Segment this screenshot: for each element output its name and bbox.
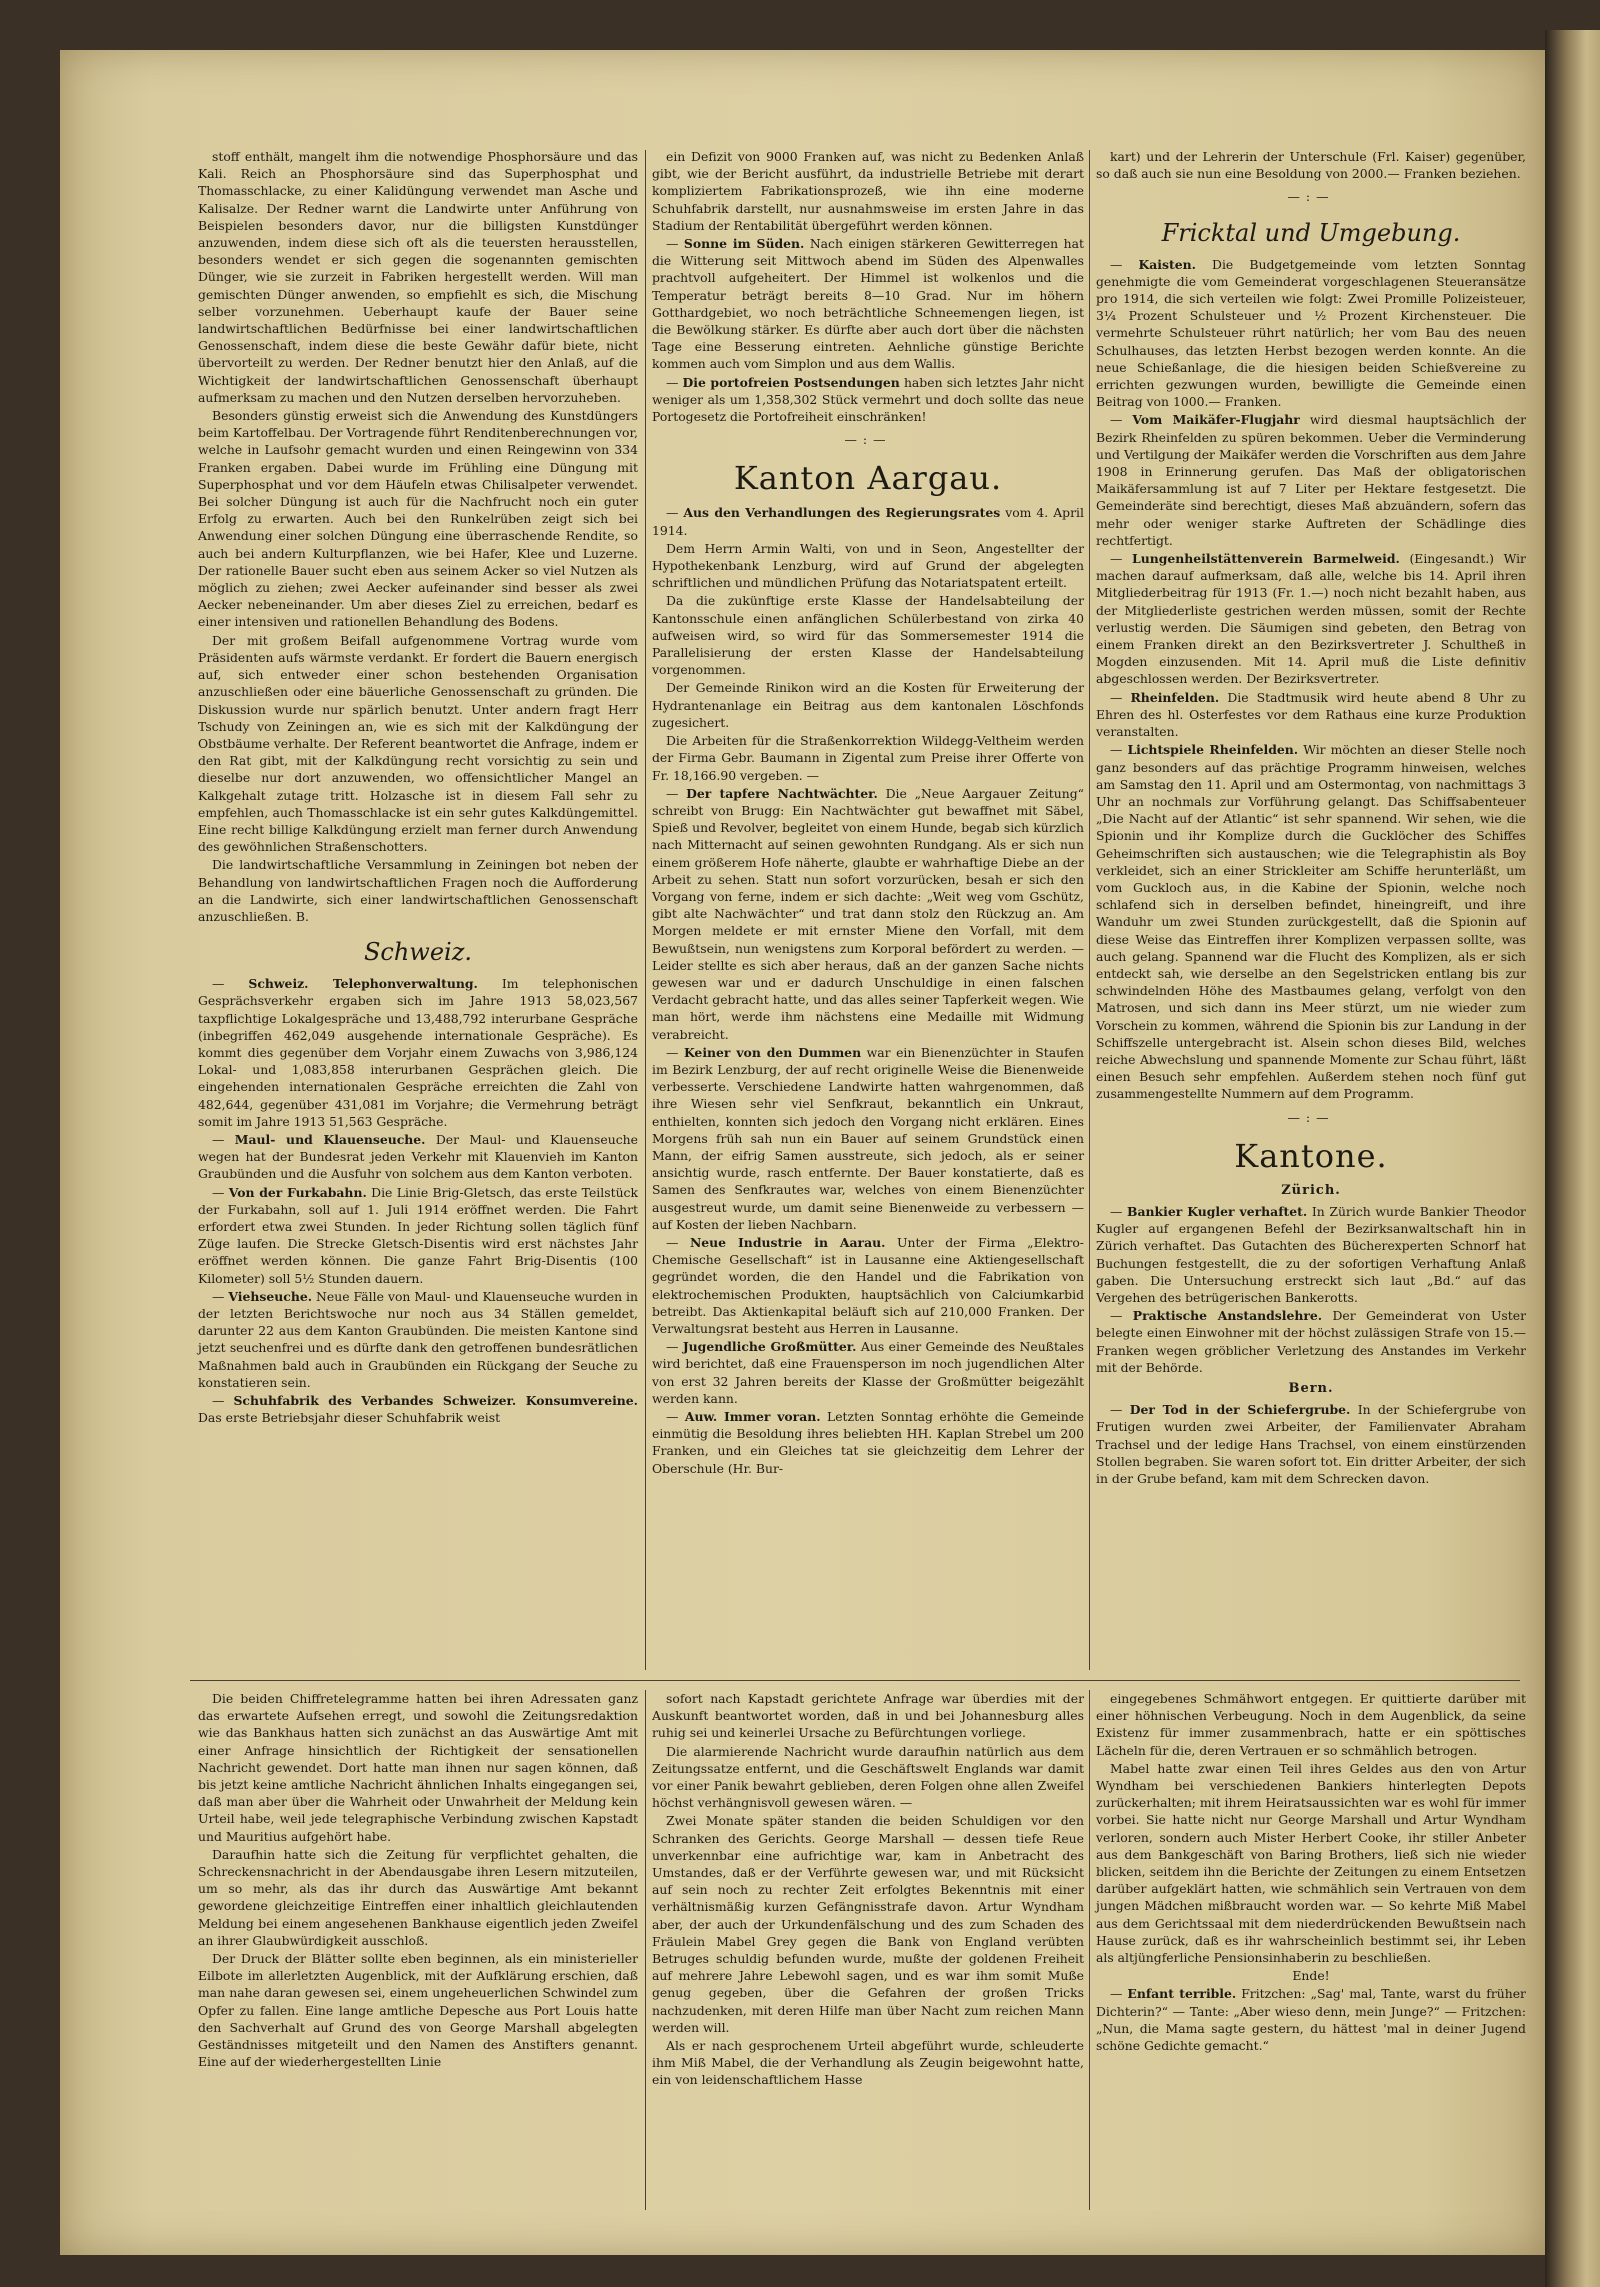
article-text: Fritzchen: „Sag' mal, Tante, warst du früher Dichterin?“ — Tante: „Aber wieso denn, mein Junge?“ — Fritzchen: „Nun, die Mama sagte gestern, du hättest 'mal in deiner Jugend schöne Gedichte gemacht.“ — [1096, 1986, 1526, 2054]
article-paragraph: — Der tapfere Nachtwächter. Die „Neue Aargauer Zeitung“ schreibt von Brugg: Ein Nachtwächter gut bewaffnet mit Säbel, Spieß und Revolver, begleitet von einem Hunde, begab sich kürzlich nach Mitternacht auf seinen gewohnten Rundgang. Als er sich nun einem größerem Hofe näherte, glaubte er wahrhaftige Diebe an der Arbeit zu sehen. Statt nun sofort vorzurücken, besah er sich den Vorgang von ferne, indem er sich dachte: „Weit weg vom Gschütz, gibt alte Nachwächter“ und trat dann stolz den Rückzug an. Am Morgen meldete er mit ernster Miene den Vorfall, mit dem Bewußtsein, nun wenigstens zum Korporal befördert zu werden. — Leider stellte es sich aber heraus, daß an der ganzen Sache nichts gewesen war und er dadurch Unschuldige in einen falschen Verdacht gebracht hatte, und das alles seiner Tapferkeit wegen. Wie man hört, werde ihm nächstens eine Medaille mit Widmung verabreicht. — [652, 785, 1084, 1042]
article-paragraph: — Maul- und Klauenseuche. Der Maul- und Klauenseuche wegen hat der Bundesrat jeden Verkehr mit Klauenvieh im Kanton Graubünden und die Ausfuhr von solchem aus dem Kanton verboten. — [198, 1131, 638, 1182]
article-paragraph: — Lungenheilstättenverein Barmelweid. (Eingesandt.) Wir machen darauf aufmerksam, daß alle, welche bis 14. April ihren Mitgliederbeitrag für 1913 (Fr. 1.—) noch nicht bezahlt haben, aus der Mitgliederliste gestrichen werden müssen, somit der Rechte verlustig werden. Die Säumigen sind gebeten, den Betrag von einem Franken direkt an den Bezirksvertreter J. Schultheß in Mogden einzusenden. Mit 14. April muß die Liste definitiv abgeschlossen werden. Der Bezirksvertreter. — [1096, 551, 1526, 687]
article-keyword: Die portofreien Postsendungen — [682, 374, 900, 390]
article-text: In der Schiefergrube von Frutigen wurden zwei Arbeiter, der Familienvater Abraham Trachsel und der ledige Hans Trachsel, von einem einstürzenden Stollen begraben. Sie waren sofort tot. Ein dritter Arbeiter, der sich in der Grube befand, kam mit dem Schrecken davon. — [1096, 1402, 1526, 1487]
article-paragraph — [198, 856, 638, 925]
article-text: ein Defizit von 9000 Franken auf, was nicht zu Bedenken Anlaß gibt, wie der Bericht ausführt, da industrielle Betriebe mit derart kompliziertem Fabrikationsprozeß, wie ihn eine moderne Schuhfabrik darstellt, nur ausnahmsweise im ersten Jahre in das Stadium der Rentabilität übergeführt werden können. — [652, 149, 1084, 233]
article-text: Nach einigen stärkeren Gewitterregen hat die Witterung seit Mittwoch abend im Süden des Alpenwalles prachtvoll aufgeheitert. Der Himmel ist wolkenlos und die Temperatur beträgt bereits 8—10 Grad. Nur im höhern Gotthardgebiet, wo noch beträchtliche Schneemengen liegen, ist die Bewölkung stärker. Es dürfte aber auch dort über die nächsten Tage eine Besserung eintreten. Aehnliche günstige Berichte kommen auch vom Simplon und aus dem Wallis. — [652, 236, 1084, 372]
article-text: Besonders günstig erweist sich die Anwendung des Kunstdüngers beim Kartoffelbau. Der Vortragende führt Renditenberechnungen vor, welche in Laufsohr gemacht wurden und einen Reingewinn von 334 Franken ergaben. Dabei wurde im Frühling eine Düngung mit Superphosphat und vor dem Häufeln etwas Chilisalpeter verwendet. Bei solcher Düngung ist auch für die Nachfrucht noch ein guter Erfolg zu erwarten. Auch bei den Runkelrüben zeigt sich bei Anwendung einer solchen Düngung eine überraschende Rendite, so auch bei andern Kulturpflanzen, wie bei Hafer, Klee und Luzerne. Der rationelle Bauer sucht eben aus seinem Acker so viel Nutzen als möglich zu ziehen; zwei Aecker aufeinander sind besser als zwei Aecker nebeneinander. Um aber dieses Ziel zu erreichen, bedarf es einer intensiven und rationellen Behandlung des Bodens. — [198, 408, 638, 630]
article-paragraph — [652, 679, 1084, 731]
subsection-zurich: Zürich. — [1281, 1182, 1341, 1198]
article-paragraph — [198, 1950, 638, 2070]
article-text: Zwei Monate später standen die beiden Schuldigen vor den Schranken des Gerichts. George Marshall — dessen tiefe Reue unverkennbar eine aufrichtige war, kam in Anbetracht des Umstandes, daß er der Verführte gewesen war, und mit Rücksicht auf sein noch zu rechter Zeit erfolgtes Bekenntnis mit einer verhältnismäßig kurzen Gefängnisstrafe davon. Artur Wyndham aber, der auch der Urkundenfälschung und des zum Schaden des Fräulein Mabel Grey gegen die Bank von England verübten Betruges schuldig befunden wurde, mußte der goldenen Freiheit auf mehrere Jahre Lebewohl sagen, und es war ihm somit Muße genug gegeben, über die Gefahren der großen Tricks nachzudenken, mit deren Hilfe man über Nacht zum reichen Mann werden will. — [652, 1813, 1084, 2035]
article-keyword: Lichtspiele Rheinfelden. — [1127, 742, 1299, 758]
article-text: Daraufhin hatte sich die Zeitung für verpflichtet gehalten, die Schreckensnachricht in der Abendausgabe ihren Lesern mitzuteilen, um so mehr, als das ihr durch das Auswärtige Amt bekannt gewordene gleichzeitige Eintreffen einer inhaltlich gleichlautenden Meldung bei einem angesehenen Bankhause eigentlich jeden Zweifel an ihrer Glaubwürdigkeit ausschloß. — [198, 1846, 638, 1948]
article-keyword: Viehseuche. — [228, 1288, 313, 1304]
article-keyword: Schuhfabrik des Verbandes Schweizer. Konsumvereine. — [233, 1393, 638, 1409]
article-text: Der mit großem Beifall aufgenommene Vortrag wurde vom Präsidenten aufs wärmste verdankt. Er fordert die Bauern energisch auf, sich entweder einer schon bestehenden Organisation anzuschließen oder eine bäuerliche Genossenschaft zu gründen. Die Diskussion wurde nur spärlich benutzt. Unter andern fragt Herr Tschudy von Zeiningen an, wie es sich mit der Kalkdüngung der Obstbäume verhalte. Der Referent beantwortet die Anfrage, indem er den Rat gibt, mit der Kalkdüngung recht vorsichtig zu sein und dieselbe nur dort anzuwenden, wo offensichtlicher Mangel an Kalkgehalt zutage tritt. Holzasche ist in diesem Fall sehr zu empfehlen, auch Thomasschlacke ist ein sehr gutes Kalkdüngemittel. Eine recht billige Kalkdüngung erzielt man ferner durch Anwendung des gewöhnlichen Straßenschotters. — [198, 632, 638, 855]
article-keyword: Von der Furkabahn. — [228, 1184, 367, 1200]
column-3 — [1096, 148, 1526, 1488]
article-text: Der Maul- und Klauenseuche wegen hat der Bundesrat jeden Verkehr mit Klauenvieh im Kanton Graubünden und die Ausfuhr von solchem aus dem Kanton verboten. — [198, 1131, 638, 1182]
article-text: Die „Neue Aargauer Zeitung“ schreibt von Brugg: Ein Nachtwächter gut bewaffnet mit Säbel, Spieß und Revolver, begleitet von einem Hunde, begab sich kürzlich nach Mitternacht auf seinen gewohnten Rundgang. Als er sich nun einem größerem Hofe näherte, glaubte er wahrhaftige Diebe an der Arbeit zu sehen. Statt nun sofort vorzurücken, besah er sich den Vorgang von ferne, indem er sich dachte: „Weit weg vom Gschütz, gibt alte Nachwächter“ und trat dann stolz den Rückzug an. Am Morgen meldete er mit ernster Miene den Vorfall, mit dem Bewußtsein, nun wenigstens zum Korporal befördert zu werden. — Leider stellte es sich aber heraus, daß an der ganzen Sache nichts gewesen war und er dadurch Unschuldige in einen falschen Verdacht gebracht hatte, und das alles seiner Tapferkeit wegen. Wie man hört, werde ihm nächstens eine Medaille mit Widmung verabreicht. — [652, 785, 1084, 1042]
article-paragraph — [1096, 1967, 1526, 1984]
article-paragraph: — Bankier Kugler verhaftet. In Zürich wurde Bankier Theodor Kugler auf ergangenen Befehl der Bezirksanwaltschaft hin in Zürich verhaftet. Das Gutachten des Bücherexperten Schnorf hat Buchungen festgestellt, die zu der sofortigen Verhaftung Anlaß gaben. Die Untersuchung erstreckt sich laut „Bd.“ auf das Vergehen des betrügerischen Bankerotts. — [1096, 1203, 1526, 1305]
article-paragraph — [198, 148, 638, 406]
article-paragraph: — Von der Furkabahn. Die Linie Brig-Gletsch, das erste Teilstück der Furkabahn, soll auf 1. Juli 1914 eröffnet werden. Die Fahrt erfordert etwa zwei Stunden. In jeder Richtung sollen täglich fünf Züge laufen. Die Strecke Gletsch-Disentis wird erst nächstes Jahr eröffnet werden können. Die ganze Fahrt Brig-Disentis (100 Kilometer) soll 5½ Stunden dauern. — [198, 1184, 638, 1286]
article-paragraph — [652, 2037, 1084, 2089]
article-text: Die Arbeiten für die Straßenkorrektion Wildegg-Veltheim werden der Firma Gebr. Baumann in Zigental zum Preise ihrer Offerte von Fr. 18,166.90 vergeben. — — [652, 733, 1084, 783]
article-paragraph: — Sonne im Süden. Nach einigen stärkeren Gewitterregen hat die Witterung seit Mittwoch abend im Süden des Alpenwalles prachtvoll aufgeheitert. Der Himmel ist wolkenlos und die Temperatur beträgt bereits 8—10 Grad. Nur im höhern Gotthardgebiet, wo noch beträchtliche Schneemengen liegen, ist die Bewölkung stärker. Es dürfte aber auch dort über die nächsten Tage eine Besserung eintreten. Aehnliche günstige Berichte kommen auch vom Simplon und aus dem Wallis. — [652, 236, 1084, 372]
article-text: Als er nach gesprochenem Urteil abgeführt wurde, schleuderte ihm Miß Mabel, die der Verhandlung als Zeugin beigewohnt hatte, ein von leidenschaftlichem Hasse — [652, 2038, 1084, 2088]
article-text: Der Gemeinderat von Uster belegte einen Einwohner mit der höchst zulässigen Strafe von 15.— Franken wegen gröblicher Verletzung des Anstandes im Verkehr mit der Behörde. — [1096, 1308, 1526, 1375]
article-paragraph: — Auw. Immer voran. Letzten Sonntag erhöhte die Gemeinde einmütig die Besoldung ihres beliebten HH. Kaplan Strebel um 200 Franken, und ein Gleiches tat sie gleichzeitig dem Lehrer der Oberschule (Hr. Bur- — [652, 1409, 1084, 1476]
article-text: stoff enthält, mangelt ihm die notwendige Phosphorsäure und das Kali. Reich an Phosphorsäure sind das Superphosphat und Thomasschlacke, zu einer Kalidüngung verwendet man Asche und Kalisalze. Der Redner warnt die Landwirte unter Anführung von Beispielen besonders davor, nur die billigsten Kunstdünger anzuwenden, indem diese sich oft als die teuersten herausstellen, besonders wendet er sich gegen die sogenannten gemischten Dünger, wie sie zurzeit in Fabriken hergestellt werden. Will man gemischten Dünger anwenden, so empfiehlt es sich, die Mischung selber vorzunehmen. Ueberhaupt kaufe der Bauer seine landwirtschaftlichen Bedürfnisse bei einer landwirtschaftlichen Genossenschaft, indem diese die beste Gewähr dafür biete, nicht übervorteilt zu werden. Der Redner benutzt hier den Anlaß, auf die Wichtigkeit der landwirtschaftlichen Genossenschaft überhaupt aufmerksam zu machen und den Nutzen derselben hervorzuheben. — [198, 149, 638, 405]
feuilleton-column-2 — [652, 1690, 1084, 2090]
article-paragraph — [1096, 1690, 1526, 1759]
article-text: (Eingesandt.) Wir machen darauf aufmerksam, daß alle, welche bis 14. April ihren Mitgliederbeitrag für 1913 (Fr. 1.—) noch nicht bezahlt haben, aus der Mitgliederliste gestrichen werden müssen, somit der Rechte verlustig werden. Die Säumigen sind gebeten, den Betrag von einem Franken direkt an den Bezirksvertreter J. Schultheß in Mogden einzusenden. Mit 14. April muß die Liste definitiv abgeschlossen werden. Der Bezirksvertreter. — [1096, 551, 1526, 687]
article-paragraph: — Praktische Anstandslehre. Der Gemeinderat von Uster belegte einen Einwohner mit der höchst zulässigen Strafe von 15.— Franken wegen gröblicher Verletzung des Anstandes im Verkehr mit der Behörde. — [1096, 1308, 1526, 1375]
article-text: Der Gemeinde Rinikon wird an die Kosten für Erweiterung der Hydrantenanlage ein Beitrag aus dem kantonalen Löschfonds zugesichert. — [652, 680, 1084, 730]
article-paragraph — [652, 1690, 1084, 1742]
section-title-schweiz: Schweiz. — [363, 938, 473, 967]
column-rule — [645, 1690, 646, 2210]
article-text: In Zürich wurde Bankier Theodor Kugler auf ergangenen Befehl der Bezirksanwaltschaft hin in Zürich verhaftet. Das Gutachten des Bücherexperten Schnorf hat Buchungen festgestellt, die zu der sofortigen Verhaftung Anlaß gaben. Die Untersuchung erstreckt sich laut „Bd.“ auf das Vergehen des betrügerischen Bankerotts. — [1096, 1203, 1526, 1305]
section-title-kantone: Kantone. — [1234, 1136, 1388, 1175]
article-keyword: Der Tod in der Schiefergrube. — [1129, 1402, 1351, 1418]
article-paragraph — [652, 148, 1084, 234]
section-title-aargau: Kanton Aargau. — [733, 459, 1003, 498]
article-text: Mabel hatte zwar einen Teil ihres Geldes aus den von Artur Wyndham bei verschiedenen Bankiers hinterlegten Depots zurückerhalten; mit ihrem Heiratsaussichten war es wohl für immer vorbei. Sie hatte nicht nur George Marshall und Artur Wyndham verloren, sondern auch Mister Herbert Cooke, ihr stiller Anbeter aus dem Bankgeschäft von Baring Brothers, ließ sich nie wieder blicken, seitdem ihn die Berichte der Zeitungen zu einem Entsetzen darüber aufgeklärt hatten, wie schmählich sein Vertrauen von dem jungen Mädchen mißbraucht worden war. — So kehrte Miß Mabel aus dem Gerichtssaal mit dem niederdrückenden Bewußtsein nach Hause zurück, daß es ihr wahrscheinlich bestimmt sei, ihr Leben als altjüngferliche Pensionsinhaberin zu beschließen. — [1096, 1760, 1526, 1966]
article-keyword: Aus den Verhandlungen des Regierungsrates — [683, 505, 1001, 521]
article-keyword: Maul- und Klauenseuche. — [234, 1131, 426, 1147]
article-paragraph: — Rheinfelden. Die Stadtmusik wird heute abend 8 Uhr zu Ehren des hl. Osterfestes vor dem Rathaus eine kurze Produktion veranstalten. — [1096, 689, 1526, 740]
separator: —:— — [1287, 1109, 1335, 1125]
article-paragraph: — Der Tod in der Schiefergrube. In der Schiefergrube von Frutigen wurden zwei Arbeiter, der Familienvater Abraham Trachsel und der ledige Hans Trachsel, von einem einstürzenden Stollen begraben. Sie waren sofort tot. Ein dritter Arbeiter, der sich in der Grube befand, kam mit dem Schrecken davon. — [1096, 1402, 1526, 1487]
article-keyword: Der tapfere Nachtwächter. — [686, 785, 878, 801]
article-text: Da die zukünftige erste Klasse der Handelsabteilung der Kantonsschule einen anfänglichen Schülerbestand von zirka 40 aufweisen wird, so wird für das Sommersemester 1914 die Parallelisierung der ersten Klasse der Handelsabteilung vorgenommen. — [652, 593, 1084, 678]
article-text: Die beiden Chiffretelegramme hatten bei ihren Adressaten ganz das erwartete Aufsehen erregt, und sowohl die Zeitungsredaktion wie das Bankhaus hatten sich zunächst an das Auswärtige Amt mit einer Anfrage hinsichtlich der Richtigkeit der sensationellen Nachricht gewendet. Dort hatte man ihnen nur sagen können, daß bis jetzt keine amtliche Nachricht ähnlichen Inhalts eingegangen sei, daß man aber über die Wahrheit oder Unwahrheit der Meldung kein Urteil habe, weil jede telegraphische Verbindung zwischen Kapstadt und Mauritius aufgehört habe. — [198, 1691, 638, 1844]
article-keyword: Schweiz. Telephonverwaltung. — [248, 976, 478, 992]
article-keyword: Neue Industrie in Aarau. — [689, 1234, 886, 1250]
article-text: Die Budgetgemeinde vom letzten Sonntag genehmigte die vom Gemeinderat vorgeschlagenen Steueransätze pro 1914, die sich verteilen wie folgt: Zwei Promille Polizeisteuer, 3¼ Prozent Schulsteuer und ½ Prozent Kirchensteuer. Die vermehrte Schulsteuer rührt natürlich; her vom Bau des neuen Schulhauses, das letzten Herbst bezogen werden konnte. An die neue Schießanlage, die die hiesigen beiden Schießvereine zu errichten gezwungen wurden, bewilligte die Gemeinde einen Beitrag von 1000.— Franken. — [1096, 256, 1526, 410]
article-text: haben sich letztes Jahr nicht weniger als um 1,358,302 Stück vermehrt und doch sollte das neue Portogesetz die Portofreiheit einschränken! — [652, 374, 1084, 425]
article-text: vom 4. April 1914. — [652, 505, 1084, 538]
article-paragraph: — Schuhfabrik des Verbandes Schweizer. Konsumvereine. Das erste Betriebsjahr dieser Schuhfabrik weist — [198, 1393, 638, 1426]
article-text: Die landwirtschaftliche Versammlung in Zeiningen bot neben der Behandlung von landwirtschaftlichen Fragen noch die Aufforderung an die Landwirte, sich einer landwirtschaftlichen Genossenschaft anzuschließen. B. — [198, 857, 638, 924]
article-keyword: Rheinfelden. — [1130, 689, 1220, 705]
article-keyword: Keiner von den Dummen — [683, 1044, 862, 1060]
article-text: Die Linie Brig-Gletsch, das erste Teilstück der Furkabahn, soll auf 1. Juli 1914 eröffnet werden. Die Fahrt erfordert etwa zwei Stunden. In jeder Richtung sollen täglich fünf Züge laufen. Die Strecke Gletsch-Disentis wird erst nächstes Jahr eröffnet werden können. Die ganze Fahrt Brig-Disentis (100 Kilometer) soll 5½ Stunden dauern. — [198, 1184, 638, 1286]
article-paragraph — [652, 592, 1084, 678]
end-mark: Ende! — [1292, 1968, 1330, 1984]
article-text: Dem Herrn Armin Walti, von und in Seon, Angestellter der Hypothekenbank Lenzburg, wird auf Grund der abgelegten schriftlichen und mündlichen Prüfung das Notariatspatent erteilt. — [652, 540, 1084, 591]
separator: —:— — [1287, 189, 1335, 205]
article-paragraph — [652, 1743, 1084, 1812]
article-paragraph: — Vom Maikäfer-Flugjahr wird diesmal hauptsächlich der Bezirk Rheinfelden zu spüren bekommen. Ueber die Verminderung und Vertilgung der Maikäfer werden die Vorschriften aus dem Jahre 1908 in Erinnerung gerufen. Das Maß der obligatorischen Maikäfersammlung ist auf 7 Liter per Hektare festgesetzt. Die Gemeinderäte sind berechtigt, dieses Maß abzuändern, sofern das mehr oder weniger starke Auftreten der Schädlinge dies rechtfertigt. — [1096, 412, 1526, 548]
article-paragraph — [198, 1690, 638, 1845]
article-paragraph: — Kaisten. Die Budgetgemeinde vom letzten Sonntag genehmigte die vom Gemeinderat vorgeschlagenen Steueransätze pro 1914, die sich verteilen wie folgt: Zwei Promille Polizeisteuer, 3¼ Prozent Schulsteuer und ½ Prozent Kirchensteuer. Die vermehrte Schulsteuer rührt natürlich; her vom Bau des neuen Schulhauses, das letzten Herbst bezogen werden konnte. An die neue Schießanlage, die die hiesigen beiden Schießvereine zu errichten gezwungen wurden, bewilligte die Gemeinde einen Beitrag von 1000.— Franken. — [1096, 256, 1526, 410]
article-paragraph — [652, 732, 1084, 784]
article-paragraph: — Aus den Verhandlungen des Regierungsrates vom 4. April 1914. — [652, 505, 1084, 538]
feuilleton-column-3 — [1096, 1690, 1526, 2055]
article-keyword: Auw. Immer voran. — [684, 1409, 821, 1425]
article-text: Im telephonischen Gesprächsverkehr ergaben sich im Jahre 1913 58,023,567 taxpflichtige Lokalgespräche und 13,488,792 interurbane Gespräche (inbegriffen 462,049 ausgehende internationale Gespräche). Es kommt dies gegenüber dem Vorjahr einem Zuwachs von 3,986,124 Lokal- und 1,083,858 interurbanen Gesprächen gleich. Die eingehenden internationalen Gespräche erreichten die Zahl von 482,644, gegenüber 431,081 im Vorjahre; die Vermehrung beträgt somit im Jahre 1913 51,563 Gespräche. — [198, 976, 638, 1129]
article-keyword: Enfant terrible. — [1127, 1986, 1237, 2002]
article-text: Unter der Firma „Elektro-Chemische Gesellschaft“ ist in Lausanne eine Aktiengesellschaft gegründet worden, die den Handel und die Fabrikation von elektrochemischen Produkten, hauptsächlich von Calciumkarbid betreibt. Das Aktienkapital beläuft sich auf 210,000 Franken. Der Verwaltungsrat besteht aus Herren in Lausanne. — [652, 1234, 1084, 1336]
article-keyword: Lungenheilstättenverein Barmelweid. — [1132, 551, 1400, 567]
article-paragraph: — Keiner von den Dummen war ein Bienenzüchter in Staufen im Bezirk Lenzburg, der auf recht originelle Weise die Bienenweide verbesserte. Verschiedene Landwirte hatten wahrgenommen, daß ihre Wiesen sehr viel Senfkraut, bekanntlich ein Unkraut, enthielten, konnten sich jedoch den Vorgang nicht erklären. Eines Morgens früh sah nun ein Bauer auf seinem Grundstück einen Mann, der eifrig Samen ausstreute, sich jedoch, als er seiner ansichtig wurde, rasch entfernte. Der Bauer konstatierte, daß es Samen des Senfkrautes war, welches von einem Bienenzüchter ausgestreut wurde, um damit seine Bienenweide zu verbessern — auf Kosten der lieben Nachbarn. — [652, 1044, 1084, 1232]
article-text: Neue Fälle von Maul- und Klauenseuche wurden in der letzten Berichtswoche nur noch aus 34 Ställen gemeldet, darunter 22 aus dem Kanton Graubünden. Die meisten Kantone sind jetzt seuchenfrei und es dürfte dank den getroffenen bundesrätlichen Maßnahmen bald auch in Graubünden ein Rückgang der Seuche zu konstatieren sein. — [198, 1288, 638, 1390]
article-paragraph — [198, 632, 638, 856]
article-paragraph — [1096, 148, 1526, 182]
article-text: Die alarmierende Nachricht wurde daraufhin natürlich aus dem Zeitungssatze entfernt, und die Geschäftswelt Englands war damit vor einer Panik bewahrt geblieben, deren Folgen ohne allen Zweifel höchst verhängnisvoll gewesen wären. — — [652, 1743, 1084, 1811]
article-text: Das erste Betriebsjahr dieser Schuhfabrik weist — [198, 1410, 501, 1426]
article-paragraph: — Die portofreien Postsendungen haben sich letztes Jahr nicht weniger als um 1,358,302 Stück vermehrt und doch sollte das neue Portogesetz die Portofreiheit einschränken! — [652, 374, 1084, 425]
column-rule — [645, 150, 646, 1670]
article-keyword: Kaisten. — [1138, 256, 1196, 272]
article-text: Der Druck der Blätter sollte eben beginnen, als ein ministerieller Eilbote im allerletzten Augenblick, mit der Aufklärung erschien, daß man nahe daran gewesen sei, einem ungeheuerlichen Schwindel zum Opfer zu fallen. Eine lange amtliche Depesche aus Port Louis hatte den Sachverhalt auf Grund des von George Marshall abgelegten Geständnisses mitgeteilt und den Namen des Anstifters genannt. Eine auf der wiederhergestellten Linie — [198, 1951, 638, 2070]
subsection-bern: Bern. — [1288, 1381, 1334, 1396]
book-spine — [1545, 30, 1600, 2287]
feuilleton-rule — [190, 1680, 1520, 1681]
article-text: war ein Bienenzüchter in Staufen im Bezirk Lenzburg, der auf recht originelle Weise die Bienenweide verbesserte. Verschiedene Landwirte hatten wahrgenommen, daß ihre Wiesen sehr viel Senfkraut, bekanntlich ein Unkraut, enthielten, konnten sich jedoch den Vorgang nicht erklären. Eines Morgens früh sah nun ein Bauer auf seinem Grundstück einen Mann, der eifrig Samen ausstreute, sich jedoch, als er seiner ansichtig wurde, rasch entfernte. Der Bauer konstatierte, daß es Samen des Senfkrautes war, welches von einem Bienenzüchter ausgestreut wurde, um damit seine Bienenweide zu verbessern — auf Kosten der lieben Nachbarn. — [652, 1044, 1084, 1232]
article-keyword: Vom Maikäfer-Flugjahr — [1132, 412, 1300, 428]
article-paragraph — [198, 1846, 638, 1949]
article-paragraph: — Jugendliche Großmütter. Aus einer Gemeinde des Neußtales wird berichtet, daß eine Frauensperson im noch jugendlichen Alter von erst 32 Jahren bereits der Klasse der Großmütter beigezählt werden kann. — [652, 1339, 1084, 1406]
article-text: kart) und der Lehrerin der Unterschule (Frl. Kaiser) gegenüber, so daß auch sie nun eine Besoldung von 2000.— Franken beziehen. — [1096, 149, 1526, 182]
article-paragraph: — Lichtspiele Rheinfelden. Wir möchten an dieser Stelle noch ganz besonders auf das prächtige Programm hinweisen, welches am Samstag den 11. April und am Ostermontag, von nachmittags 3 Uhr an nochmals zur Vorführung gelangt. Das Schiffsabenteuer „Die Nacht auf der Atlantic“ ist sehr spannend. Wir sehen, wie die Spionin und ihr Komplize durch die Gucklöcher des Schiffes Geheimschriften sich austauschen; wie die Telegraphistin als Boy verkleidet, sich an einer Strickleiter am Schiffe herunterläßt, um vom Guckloch aus, in die Kabine der Spionin, welche noch schlafend sich in derselben befindet, hineingreift, und ihre Wanduhr um zwei Stunden zurückgestellt, daß die Spionin auf diese Weise das Eintreffen ihrer Komplizen verpassen sollte, was auch gelang. Spannend war die Flucht des Komplizen, als er sich entdeckt sah, wie derselbe an den Segelstricken entlang bis zur schwindelnden Höhe des Mastbaumes gelang, verfolgt von den Matrosen, und sich dann ins Meer stürzt, um nie wieder zum Vorschein zu kommen, während die Spionin bis zur Landung in der Schiffszelle untergebracht ist. Alsein schon dieses Bild, welches reiche Abwechslung und spannende Momente zur Schau führt, läßt einen Besuch sehr empfehlen. Außerdem stehen noch fünf gut zusammengestellte Nummern auf dem Programm. — [1096, 742, 1526, 1102]
article-paragraph — [652, 1812, 1084, 2036]
article-text: eingegebenes Schmähwort entgegen. Er quittierte darüber mit einer höhnischen Verbeugung. Noch in dem Augenblick, da seine Existenz für immer zusammenbrach, hatte er ein spöttisches Lächeln für die, deren Vertrauen er so schmählich betrogen. — [1096, 1691, 1526, 1758]
article-text: wird diesmal hauptsächlich der Bezirk Rheinfelden zu spüren bekommen. Ueber die Verminderung und Vertilgung der Maikäfer werden die Vorschriften aus dem Jahre 1908 in Erinnerung gerufen. Das Maß der obligatorischen Maikäfersammlung ist auf 7 Liter per Hektare festgesetzt. Die Gemeinderäte sind berechtigt, dieses Maß abzuändern, sofern das mehr oder weniger starke Auftreten der Schädlinge dies rechtfertigt. — [1096, 412, 1526, 548]
article-paragraph — [652, 540, 1084, 592]
article-paragraph — [1096, 1760, 1526, 1966]
column-rule — [1089, 150, 1090, 1670]
article-text: Wir möchten an dieser Stelle noch ganz besonders auf das prächtige Programm hinweisen, welches am Samstag den 11. April und am Ostermontag, von nachmittags 3 Uhr an nochmals zur Vorführung gelangt. Das Schiffsabenteuer „Die Nacht auf der Atlantic“ ist sehr spannend. Wir sehen, wie die Spionin und ihr Komplize durch die Gucklöcher des Schiffes Geheimschriften sich austauschen; wie die Telegraphistin als Boy verkleidet, sich an einer Strickleiter am Schiffe herunterläßt, um vom Guckloch aus, in die Kabine der Spionin, welche noch schlafend sich in derselben befindet, hineingreift, und ihre Wanduhr um zwei Stunden zurückgestellt, daß die Spionin auf diese Weise das Eintreffen ihrer Komplizen verpassen sollte, was auch gelang. Spannend war die Flucht des Komplizen, als er sich entdeckt sah, wie derselbe an den Segelstricken entlang bis zur schwindelnden Höhe des Mastbaumes gelang, verfolgt von den Matrosen, und sich dann ins Meer stürzt, um nie wieder zum Vorschein zu kommen, während die Spionin bis zur Landung in der Schiffszelle untergebracht ist. Alsein schon dieses Bild, welches reiche Abwechslung und spannende Momente zur Schau führt, läßt einen Besuch sehr empfehlen. Außerdem stehen noch fünf gut zusammengestellte Nummern auf dem Programm. — [1096, 742, 1526, 1102]
article-text: sofort nach Kapstadt gerichtete Anfrage war überdies mit der Auskunft beantwortet worden, daß in und bei Johannesburg alles ruhig sei und keinerlei Ursache zu Befürchtungen vorliege. — [652, 1691, 1084, 1741]
article-keyword: Jugendliche Großmütter. — [682, 1339, 857, 1355]
separator: —:— — [844, 432, 892, 448]
column-2 — [652, 148, 1084, 1478]
column-1 — [198, 148, 638, 1427]
article-text: Die Stadtmusik wird heute abend 8 Uhr zu Ehren des hl. Osterfestes vor dem Rathaus eine kurze Produktion veranstalten. — [1096, 689, 1526, 740]
article-paragraph: — Enfant terrible. Fritzchen: „Sag' mal, Tante, warst du früher Dichterin?“ — Tante: „Aber wieso denn, mein Junge?“ — Fritzchen: „Nun, die Mama sagte gestern, du hättest 'mal in deiner Jugend schöne Gedichte gemacht.“ — [1096, 1986, 1526, 2054]
article-paragraph: — Viehseuche. Neue Fälle von Maul- und Klauenseuche wurden in der letzten Berichtswoche nur noch aus 34 Ställen gemeldet, darunter 22 aus dem Kanton Graubünden. Die meisten Kantone sind jetzt seuchenfrei und es dürfte dank den getroffenen bundesrätlichen Maßnahmen bald auch in Graubünden ein Rückgang der Seuche zu konstatieren sein. — [198, 1288, 638, 1390]
article-paragraph: — Schweiz. Telephonverwaltung. Im telephonischen Gesprächsverkehr ergaben sich im Jahre 1913 58,023,567 taxpflichtige Lokalgespräche und 13,488,792 interurbane Gespräche (inbegriffen 462,049 ausgehende internationale Gespräche). Es kommt dies gegenüber dem Vorjahr einem Zuwachs von 3,986,124 Lokal- und 1,083,858 interurbanen Gesprächen gleich. Die eingehenden internationalen Gespräche erreichten die Zahl von 482,644, gegenüber 431,081 im Vorjahre; die Vermehrung beträgt somit im Jahre 1913 51,563 Gespräche. — [198, 976, 638, 1129]
article-keyword: Sonne im Süden. — [683, 236, 805, 252]
article-text: Aus einer Gemeinde des Neußtales wird berichtet, daß eine Frauensperson im noch jugendlichen Alter von erst 32 Jahren bereits der Klasse der Großmütter beigezählt werden kann. — [652, 1339, 1084, 1406]
feuilleton-column-1 — [198, 1690, 638, 2071]
article-keyword: Praktische Anstandslehre. — [1132, 1308, 1323, 1324]
article-text: Letzten Sonntag erhöhte die Gemeinde einmütig die Besoldung ihres beliebten HH. Kaplan Strebel um 200 Franken, und ein Gleiches tat sie gleichzeitig dem Lehrer der Oberschule (Hr. Bur- — [652, 1409, 1084, 1476]
article-paragraph — [198, 407, 638, 631]
column-rule — [1089, 1690, 1090, 2210]
article-paragraph: — Neue Industrie in Aarau. Unter der Firma „Elektro-Chemische Gesellschaft“ ist in Lausanne eine Aktiengesellschaft gegründet worden, die den Handel und die Fabrikation von elektrochemischen Produkten, hauptsächlich von Calciumkarbid betreibt. Das Aktienkapital beläuft sich auf 210,000 Franken. Der Verwaltungsrat besteht aus Herren in Lausanne. — [652, 1234, 1084, 1336]
article-keyword: Bankier Kugler verhaftet. — [1127, 1203, 1308, 1219]
section-title-fricktal: Fricktal und Umgebung. — [1161, 218, 1461, 247]
